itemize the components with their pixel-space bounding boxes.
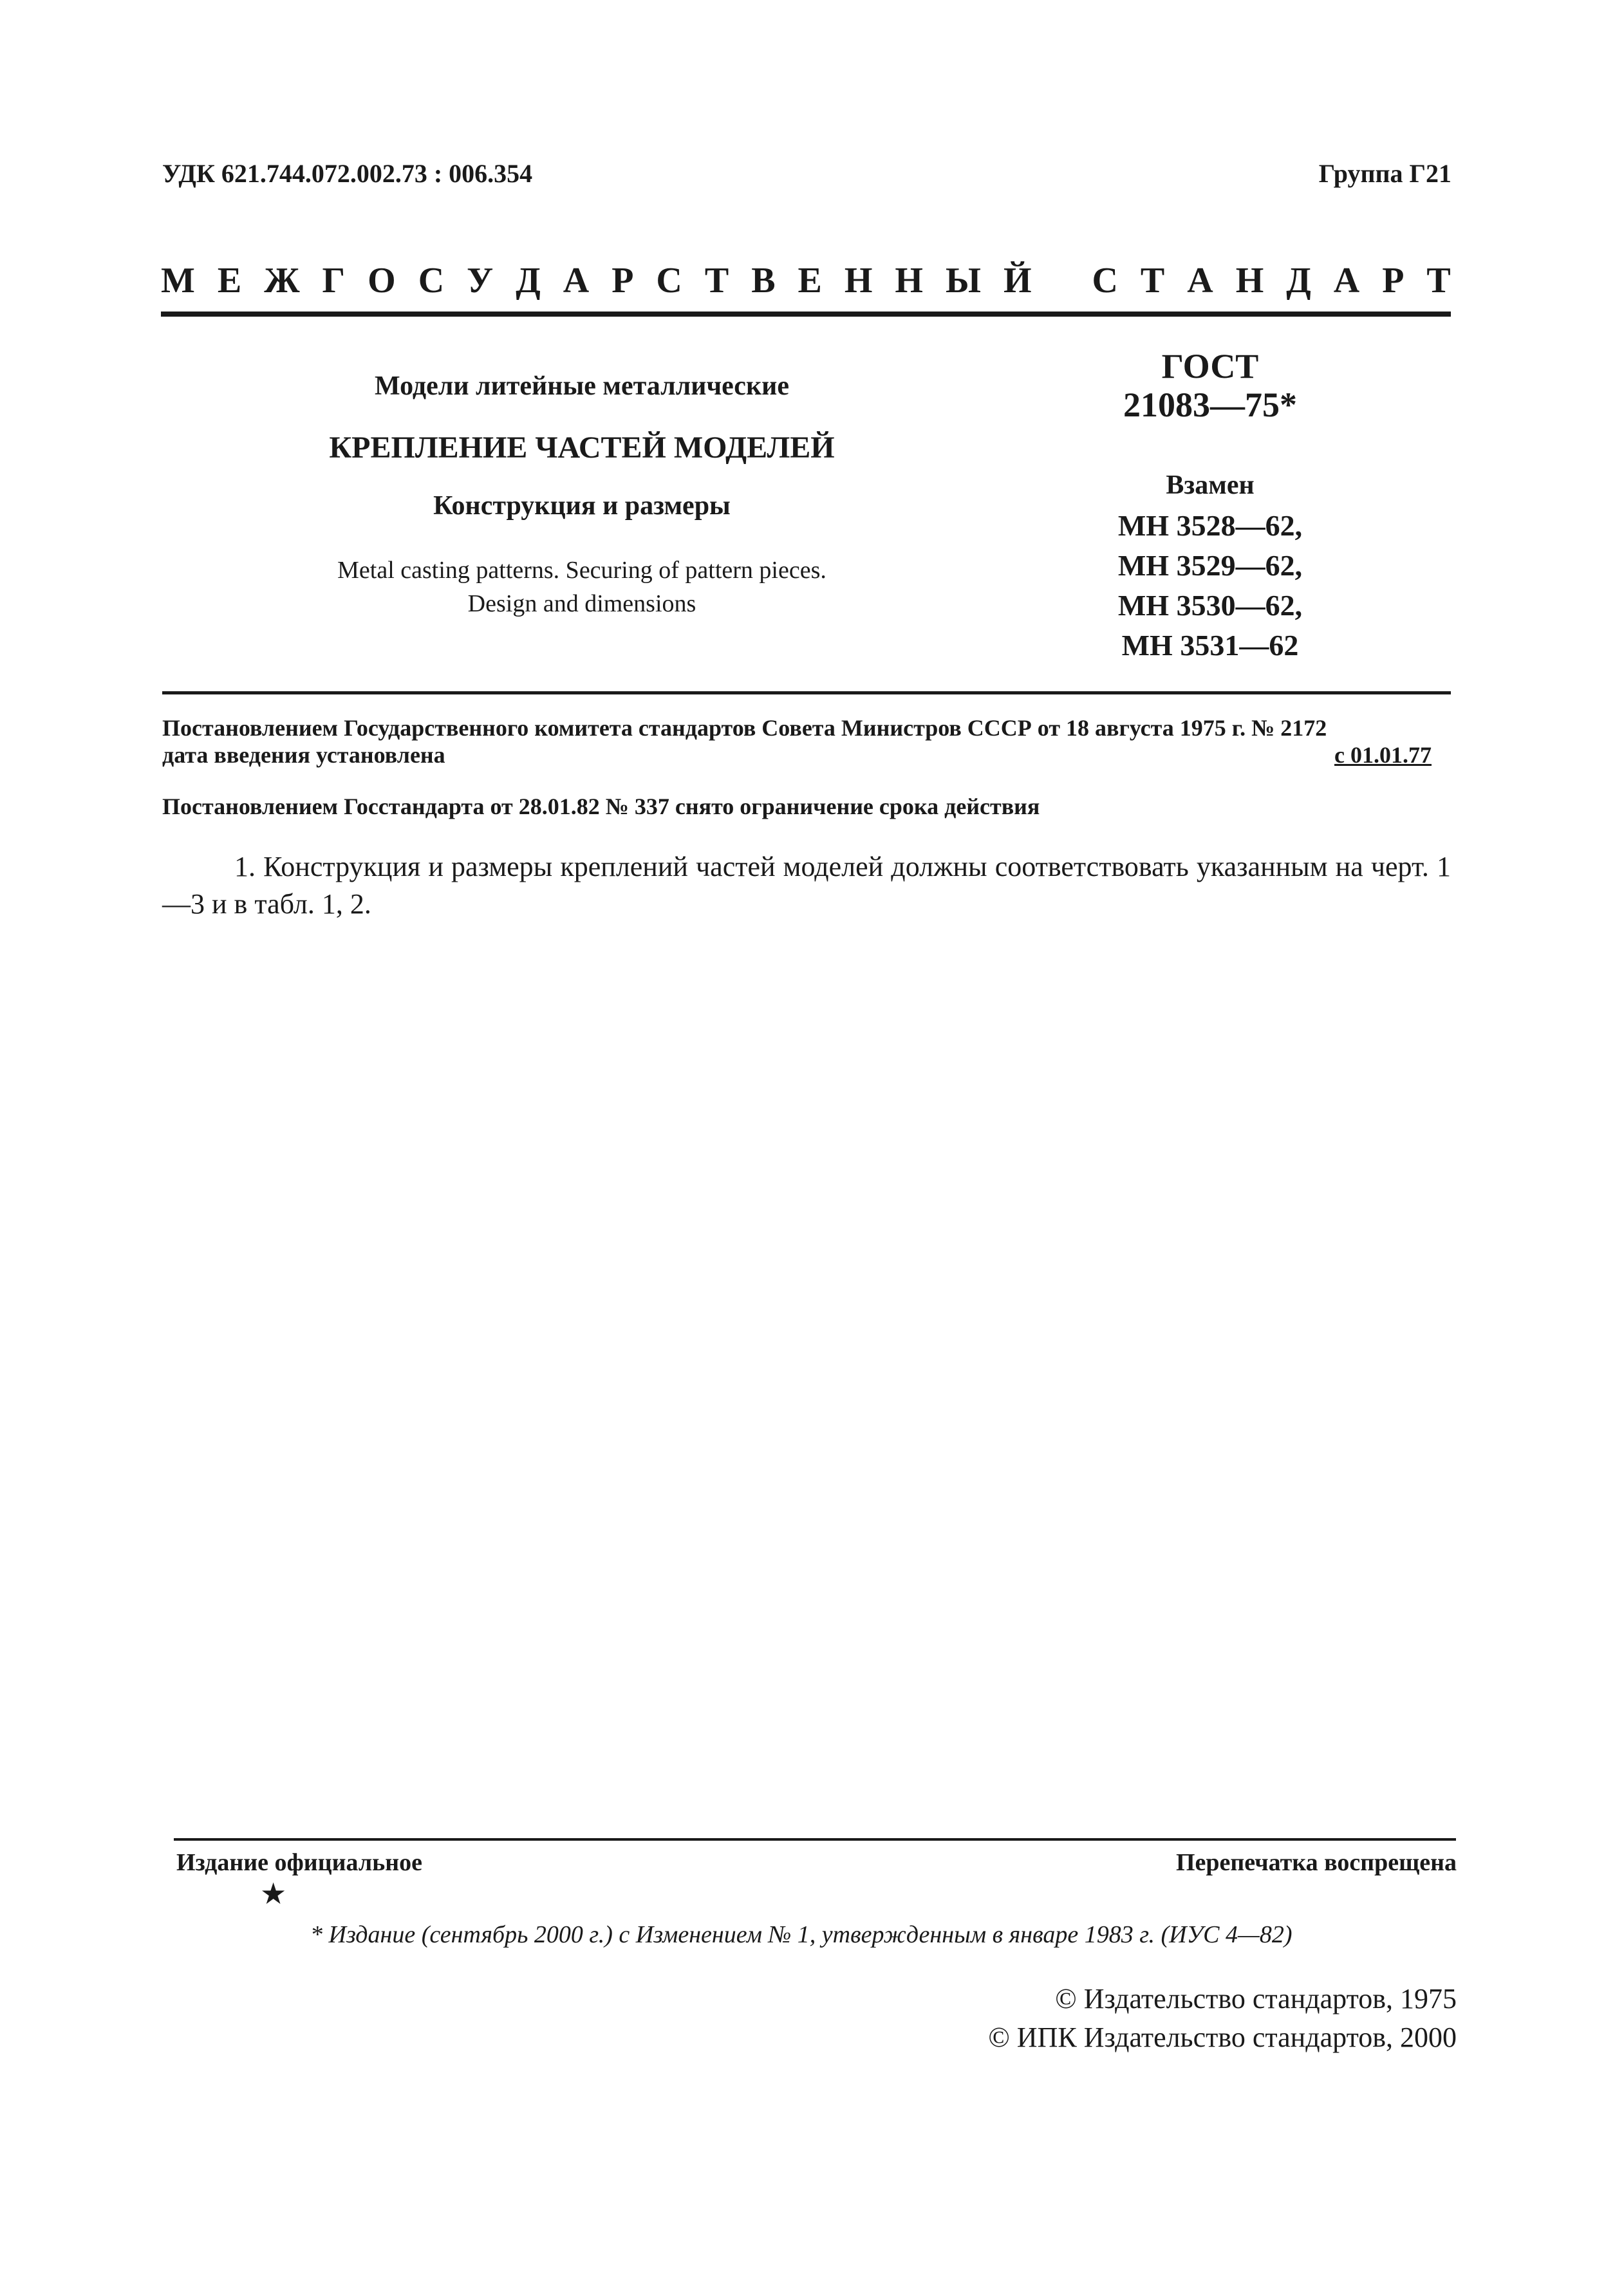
gost-number: 21083—75*: [1123, 386, 1297, 424]
heading-letter: [1054, 260, 1070, 301]
replaced-standard: МН 3529—62,: [1117, 549, 1303, 582]
replace-label: Взамен: [1166, 470, 1255, 500]
introduction-date-line: [162, 741, 1451, 768]
body-paragraph: 1. Конструкция и размеры креплений частей моделей должны соответствовать указанным на черт. 1—3 и в табл. 1, 2.: [162, 851, 1451, 920]
replaced-standards-list: [1094, 506, 1326, 665]
title-block-rule: [162, 691, 1451, 694]
introduction-date: с 01.01.77: [1334, 742, 1432, 768]
heading-letter: Д: [516, 261, 541, 301]
heading-letter: С: [656, 261, 682, 301]
decree-line: Постановлением Государственного комитета стандартов Совета Министров СССР от 18 августа 1975 г. № 2172: [162, 715, 1327, 741]
heading-rule: [161, 312, 1451, 317]
heading-letter: Е: [798, 261, 822, 301]
decree-limitation-line: Постановлением Госстандарта от 28.01.82 № 337 снято ограничение срока действия: [162, 794, 1040, 819]
heading-letter: Н: [844, 261, 873, 301]
heading-letter: О: [368, 261, 396, 301]
heading-letter: Ж: [264, 261, 300, 301]
replaced-standard: МН 3530—62,: [1117, 589, 1303, 622]
heading-letter: Д: [1286, 261, 1311, 301]
replaced-standard: МН 3528—62,: [1117, 509, 1303, 542]
heading-letter: Т: [1140, 261, 1165, 301]
interstate-standard-heading: [161, 260, 1451, 301]
heading-letter: Г: [322, 261, 346, 301]
heading-letter: М: [161, 261, 195, 301]
heading-letter: У: [467, 261, 494, 301]
heading-letter: Р: [1382, 261, 1405, 301]
heading-letter: А: [1187, 261, 1213, 301]
heading-letter: Н: [895, 261, 923, 301]
heading-letter: Й: [1003, 261, 1032, 301]
gost-label: ГОСТ: [1161, 347, 1259, 386]
heading-letter: С: [1092, 261, 1118, 301]
udk-code: УДК 621.744.072.002.73 : 006.354: [162, 159, 533, 188]
heading-letter: Н: [1235, 261, 1264, 301]
reprint-prohibited-label: Перепечатка воспрещена: [1175, 1849, 1457, 1876]
official-edition-label: Издание официальное: [176, 1849, 423, 1876]
heading-letter: Ы: [945, 261, 981, 301]
heading-letter: Р: [611, 261, 634, 301]
copyright-line: © Издательство стандартов, 1975: [1055, 1983, 1457, 2014]
decree-block: [162, 714, 1451, 768]
heading-letter: Е: [217, 261, 242, 301]
heading-letter: С: [418, 261, 445, 301]
copyright-line: © ИПК Издательство стандартов, 2000: [988, 2022, 1457, 2053]
title-design: Конструкция и размеры: [433, 491, 731, 521]
star-icon: ★: [260, 1877, 287, 1910]
edition-note: * Издание (сентябрь 2000 г.) с Изменением № 1, утвержденным в январе 1983 г. (ИУС 4—82): [310, 1921, 1293, 1948]
title-english-line-2: Design and dimensions: [467, 590, 696, 617]
title-english: [260, 554, 904, 620]
heading-letter: В: [751, 261, 776, 301]
group-code: Группа Г21: [1318, 159, 1451, 188]
introduction-date-label: дата введения установлена: [162, 742, 445, 768]
heading-letter: Т: [704, 261, 729, 301]
title-english-line-1: Metal casting patterns. Securing of pattern pieces.: [337, 557, 826, 584]
replaced-standard: МН 3531—62: [1121, 629, 1299, 662]
title-main: КРЕПЛЕНИЕ ЧАСТЕЙ МОДЕЛЕЙ: [329, 431, 835, 465]
title-subtitle: Модели литейные металлические: [374, 371, 789, 401]
heading-letter: А: [563, 261, 590, 301]
footer-rule: [174, 1838, 1456, 1841]
heading-letter: А: [1333, 261, 1360, 301]
heading-letter: Т: [1426, 261, 1451, 301]
